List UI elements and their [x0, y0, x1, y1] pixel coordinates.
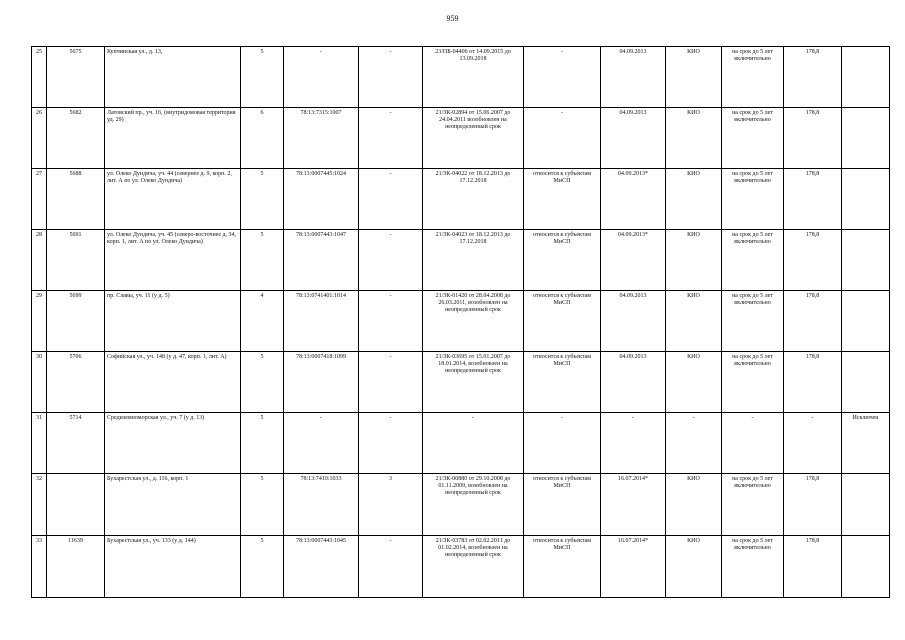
- rate-cell: -: [784, 413, 842, 474]
- area-cell: -: [359, 352, 423, 413]
- organization-cell: КИО: [666, 291, 722, 352]
- row-number-cell: 26: [32, 108, 47, 169]
- note-cell: [842, 291, 890, 352]
- table-row: [32, 352, 890, 413]
- row-number-cell: 31: [32, 413, 47, 474]
- cadastre-number-cell: -: [284, 47, 359, 108]
- term-cell: на срок до 5 лет включительно: [722, 474, 784, 536]
- rate-cell: 178,8: [784, 474, 842, 536]
- date-cell: 04.09.2013*: [601, 230, 666, 291]
- term-cell: на срок до 5 лет включительно: [722, 352, 784, 413]
- zone-cell: 5: [241, 352, 284, 413]
- relation-cell: -: [524, 47, 601, 108]
- row-number-cell: 25: [32, 47, 47, 108]
- address-cell: Средиземноморская ул., уч. 7 (у д. 13): [105, 413, 241, 474]
- table-body: [32, 47, 890, 598]
- row-number-cell: 28: [32, 230, 47, 291]
- zone-cell: 5: [241, 536, 284, 598]
- address-cell: Латовский пр., уч. 16, (внутридомовая территория уд. 29): [105, 108, 241, 169]
- decision-cell: 21/ЗК-04023 от 18.12.2013 до 17.12.2018: [423, 230, 524, 291]
- area-cell: -: [359, 413, 423, 474]
- date-cell: 04.09.2013*: [601, 169, 666, 230]
- address-cell: ул. Олеко Дундича, уч. 45 (северо-восточнее д. 34, корп. 1, лит. А по ул. Олеко Дундича): [105, 230, 241, 291]
- decision-cell: 21/ЗК-01420 от 28.04.2008 до 26.03.2011, возобновлен на неопределенный срок: [423, 291, 524, 352]
- decision-cell: 21/ЗК-03783 от 02.02.2011 до 01.02.2014, возобновлен на неопределенный срок: [423, 536, 524, 598]
- object-id-cell: 5688: [47, 169, 105, 230]
- table-row: [32, 47, 890, 108]
- cadastre-number-cell: 78:13:0007443:1047: [284, 230, 359, 291]
- address-cell: Купчинская ул., д. 13,: [105, 47, 241, 108]
- table-row: [32, 474, 890, 536]
- object-id-cell: 11639: [47, 536, 105, 598]
- decision-cell: 21/ЗК-04022 от 18.12.2013 до 17.12.2018: [423, 169, 524, 230]
- cadastre-number-cell: 78:13:0007418:1099: [284, 352, 359, 413]
- organization-cell: КИО: [666, 230, 722, 291]
- row-number-cell: 33: [32, 536, 47, 598]
- row-number-cell: 27: [32, 169, 47, 230]
- decision-cell: -: [423, 413, 524, 474]
- date-cell: 04.09.2013: [601, 47, 666, 108]
- decision-cell: 23/ПБ-04406 от 14.09.2015 до 13.09.2018: [423, 47, 524, 108]
- cadastre-number-cell: 78:13:0741401:1014: [284, 291, 359, 352]
- object-id-cell: 5699: [47, 291, 105, 352]
- zone-cell: 5: [241, 474, 284, 536]
- address-cell: Бухарестская ул., д. 116, корп. 1: [105, 474, 241, 536]
- term-cell: -: [722, 413, 784, 474]
- address-cell: Софийская ул., уч. 148 (у д. 47, корп. 1, лит. А): [105, 352, 241, 413]
- table-row: [32, 291, 890, 352]
- object-id-cell: 5706: [47, 352, 105, 413]
- area-cell: -: [359, 536, 423, 598]
- note-cell: [842, 169, 890, 230]
- rate-cell: 178,8: [784, 536, 842, 598]
- relation-cell: относится к субъектам МиСП: [524, 352, 601, 413]
- registry-table: [31, 46, 890, 598]
- row-number-cell: 29: [32, 291, 47, 352]
- organization-cell: КИО: [666, 536, 722, 598]
- zone-cell: 5: [241, 230, 284, 291]
- cadastre-number-cell: 78:13:0007445:1024: [284, 169, 359, 230]
- zone-cell: 5: [241, 47, 284, 108]
- zone-cell: 5: [241, 413, 284, 474]
- object-id-cell: 5682: [47, 108, 105, 169]
- term-cell: на срок до 5 лет включительно: [722, 47, 784, 108]
- area-cell: -: [359, 47, 423, 108]
- organization-cell: -: [666, 413, 722, 474]
- row-number-cell: 30: [32, 352, 47, 413]
- area-cell: 3: [359, 474, 423, 536]
- relation-cell: относится к субъектам МиСП: [524, 291, 601, 352]
- relation-cell: -: [524, 413, 601, 474]
- object-id-cell: 5691: [47, 230, 105, 291]
- address-cell: Бухарестская ул., уч. 133 (у д. 144): [105, 536, 241, 598]
- note-cell: [842, 108, 890, 169]
- organization-cell: КИО: [666, 474, 722, 536]
- area-cell: -: [359, 291, 423, 352]
- decision-cell: 21/ЗК-03695 от 15.01.2007 до 18.01.2014, возобновлен на неопределенный срок: [423, 352, 524, 413]
- rate-cell: 178,8: [784, 352, 842, 413]
- date-cell: 04.09.2013: [601, 291, 666, 352]
- note-cell: Исключен: [842, 413, 890, 474]
- date-cell: 16.07.2014*: [601, 474, 666, 536]
- cadastre-number-cell: -: [284, 413, 359, 474]
- table-row: [32, 230, 890, 291]
- organization-cell: КИО: [666, 352, 722, 413]
- table-row: [32, 108, 890, 169]
- area-cell: -: [359, 230, 423, 291]
- note-cell: [842, 230, 890, 291]
- area-cell: -: [359, 169, 423, 230]
- relation-cell: относится к субъектам МиСП: [524, 536, 601, 598]
- term-cell: на срок до 5 лет включительно: [722, 536, 784, 598]
- organization-cell: КИО: [666, 108, 722, 169]
- page-number: 959: [446, 14, 459, 23]
- table-row: [32, 169, 890, 230]
- table-row: [32, 536, 890, 598]
- rate-cell: 178,8: [784, 230, 842, 291]
- object-id-cell: 5675: [47, 47, 105, 108]
- term-cell: на срок до 5 лет включительно: [722, 230, 784, 291]
- zone-cell: 5: [241, 169, 284, 230]
- zone-cell: 6: [241, 108, 284, 169]
- note-cell: [842, 474, 890, 536]
- relation-cell: относится к субъектам МиСП: [524, 474, 601, 536]
- object-id-cell: 5714: [47, 413, 105, 474]
- relation-cell: относится к субъектам МиСП: [524, 230, 601, 291]
- note-cell: [842, 536, 890, 598]
- cadastre-number-cell: 78:13:7315:1007: [284, 108, 359, 169]
- row-number-cell: 32: [32, 474, 47, 536]
- rate-cell: 178,8: [784, 47, 842, 108]
- note-cell: [842, 47, 890, 108]
- relation-cell: относится к субъектам МиСП: [524, 169, 601, 230]
- organization-cell: КИО: [666, 47, 722, 108]
- address-cell: ул. Олеко Дундича, уч. 44 (севернее д. 9, корп. 2, лит. А по ул. Олеко Дундича): [105, 169, 241, 230]
- area-cell: -: [359, 108, 423, 169]
- date-cell: 16.07.2014*: [601, 536, 666, 598]
- cadastre-number-cell: 78:13:0007443:1045: [284, 536, 359, 598]
- term-cell: на срок до 5 лет включительно: [722, 108, 784, 169]
- term-cell: на срок до 5 лет включительно: [722, 291, 784, 352]
- rate-cell: 178,8: [784, 291, 842, 352]
- date-cell: 04.09.2013: [601, 108, 666, 169]
- relation-cell: -: [524, 108, 601, 169]
- term-cell: на срок до 5 лет включительно: [722, 169, 784, 230]
- rate-cell: 178,8: [784, 108, 842, 169]
- note-cell: [842, 352, 890, 413]
- date-cell: 04.09.2013: [601, 352, 666, 413]
- zone-cell: 4: [241, 291, 284, 352]
- table-row: [32, 413, 890, 474]
- organization-cell: КИО: [666, 169, 722, 230]
- rate-cell: 178,8: [784, 169, 842, 230]
- date-cell: -: [601, 413, 666, 474]
- cadastre-number-cell: 78:13:7410:1033: [284, 474, 359, 536]
- decision-cell: 21/ЗК-00880 от 29.10.2008 до 01.11.2009, возобновлен на неопределенный срок: [423, 474, 524, 536]
- object-id-cell: [47, 474, 105, 536]
- address-cell: пр. Славы, уч. 11 (у д. 5): [105, 291, 241, 352]
- decision-cell: 21/ЗК-02894 от 15.06.2007 до 24.04.2011 возобновлен на неопределенный срок: [423, 108, 524, 169]
